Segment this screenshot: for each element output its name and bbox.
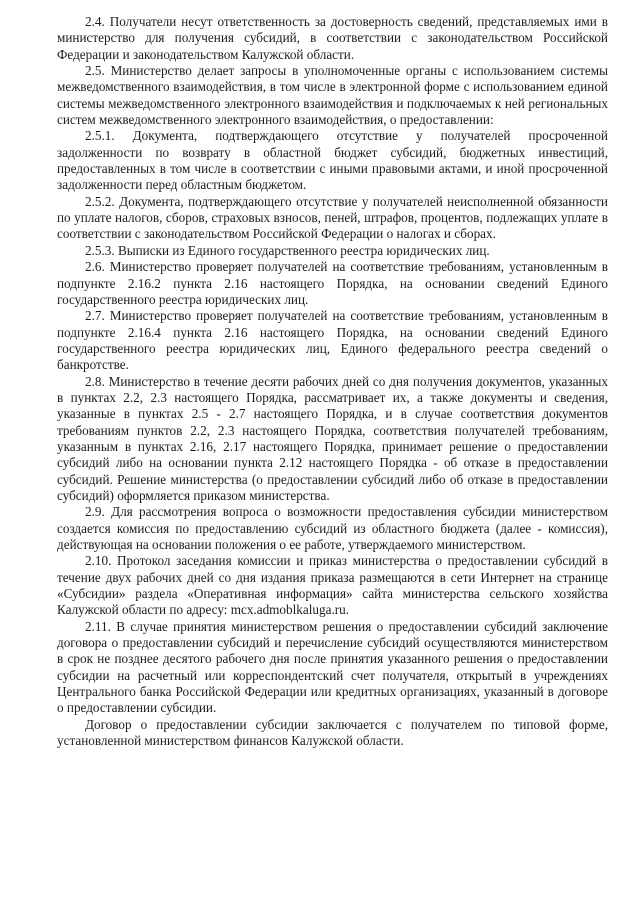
paragraph-2-5: 2.5. Министерство делает запросы в уполномоченные органы с использованием системы межведомственного взаимодействия, в том числе в электронной форме с использованием единой системы межведомственного электронного взаимодействия и подключаемых к ней региональных систем межведомственного электронного взаимодействия, о предоставлении: xyxy=(57,63,608,128)
paragraph-agreement: Договор о предоставлении субсидии заключается с получателем по типовой форме, установленной министерством финансов Калужской области. xyxy=(57,716,608,749)
paragraph-2-10: 2.10. Протокол заседания комиссии и приказ министерства о предоставлении субсидий в течение двух рабочих дней со дня издания приказа размещаются в сети Интернет на странице «Субсидии» раздела «Оперативная информация» сайта министерства сельского хозяйства Калужской области по адресу: mcx.admoblkaluga.ru. xyxy=(57,553,608,618)
paragraph-2-8: 2.8. Министерство в течение десяти рабочих дней со дня получения документов, указанных в пунктах 2.2, 2.3 настоящего Порядка, рассматривает их, а также документы и сведения, указанные в пунктах 2.5 - 2.7 настоящего Порядка, и в случае соответствия документов требованиям пунктов 2.2, 2.3 настоящего Порядка, соответствия получателей требованиям, указанным в пунктах 2.16, 2.17 настоящего Порядка, принимает решение о предоставлении субсидий либо на основании пункта 2.12 настоящего Порядка - об отказе в предоставлении субсидий. Решение министерства (о предоставлении субсидий либо об отказе в предоставлении субсидий) оформляется приказом министерства. xyxy=(57,373,608,503)
paragraph-2-6: 2.6. Министерство проверяет получателей на соответствие требованиям, установленным в подпункте 2.16.2 пункта 2.16 настоящего Порядка, на основании сведений Единого государственного реестра юридических лиц. xyxy=(57,259,608,307)
paragraph-2-5-2: 2.5.2. Документа, подтверждающего отсутствие у получателей неисполненной обязанности по уплате налогов, сборов, страховых взносов, пеней, штрафов, процентов, подлежащих уплате в соответствии с законодательством Российской Федерации о налогах и сборах. xyxy=(57,193,608,242)
paragraph-2-7: 2.7. Министерство проверяет получателей на соответствие требованиям, установленным в подпункте 2.16.4 пункта 2.16 настоящего Порядка, на основании сведений Единого государственного реестра юридических лиц, Единого федерального реестра сведений о банкротстве. xyxy=(57,308,608,373)
paragraph-2-11: 2.11. В случае принятия министерством решения о предоставлении субсидий заключение договора о предоставлении субсидий и перечисление субсидий осуществляются министерством в срок не позднее десятого рабочего дня после принятия указанного решения о предоставлении субсидии на расчетный или корреспондентский счет получателя, открытый в учреждениях Центрального банка Российской Федерации или кредитных организациях, указанный в договоре о предоставлении субсидии. xyxy=(57,618,608,716)
paragraph-2-4: 2.4. Получатели несут ответственность за достоверность сведений, представляемых ими в министерство для получения субсидий, в соответствии с законодательством Российской Федерации и законодательством Калужской области. xyxy=(57,14,608,62)
paragraph-2-9: 2.9. Для рассмотрения вопроса о возможности предоставления субсидии министерством создается комиссия по предоставлению субсидий из областного бюджета (далее - комиссия), действующая на основании положения о ее работе, утверждаемого министерством. xyxy=(57,504,608,552)
paragraph-2-5-3: 2.5.3. Выписки из Единого государственного реестра юридических лиц. xyxy=(85,242,490,258)
document-page xyxy=(57,14,608,749)
paragraph-2-5-1: 2.5.1. Документа, подтверждающего отсутствие у получателей просроченной задолженности по возврату в областной бюджет субсидий, бюджетных инвестиций, предоставленных в том числе в соответствии с иными правовыми актами, и иной просроченной задолженности перед областным бюджетом. xyxy=(57,128,608,193)
